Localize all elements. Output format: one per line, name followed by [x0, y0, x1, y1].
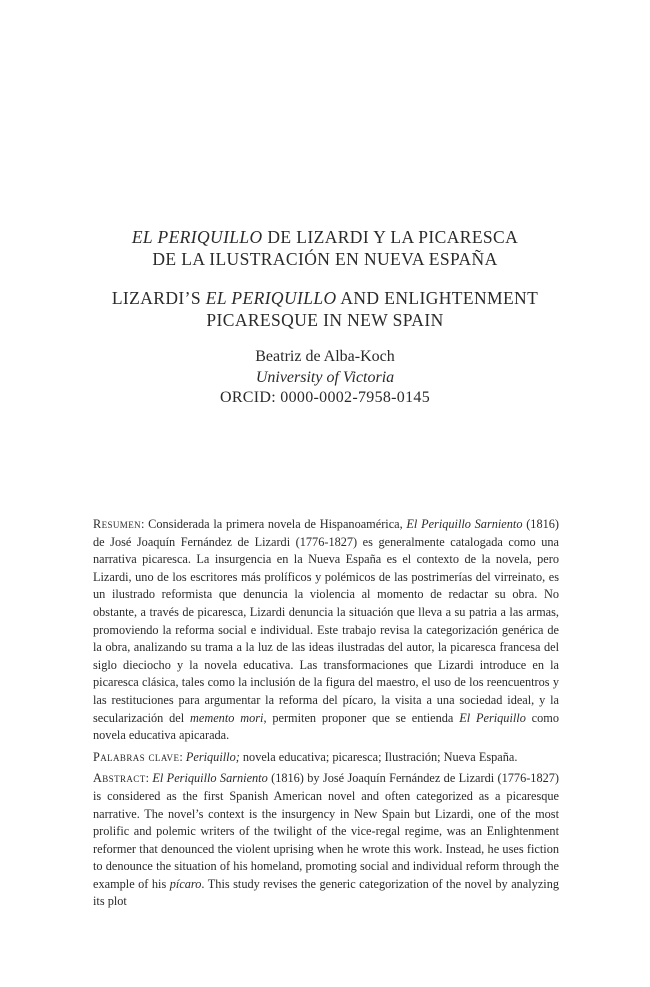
spanish-title-italic: EL PERIQUILLO [131, 227, 263, 247]
resumen-label-separator: : [141, 517, 149, 531]
abstract-text-1: (1816) by José Joaquín Fernández de Lizardi (1776-1827) is considered as the first Spanish American novel and often categorized as a picaresque narrative. The novel’s context is the insurgency in New Spain but Lizardi, one of the most prolific and polemic writers of the twilight of the vice-regal regime, was an Enlightenment reformer that denounced the violent uprising when he wrote this work. Instead, he uses fiction to denounce the situation of his homeland, promoting social and individual reform through the example of his [93, 771, 560, 891]
palabras-clave-text: novela educativa; picaresca; Ilustración; Nueva España. [239, 749, 518, 764]
english-title-start: LIZARDI’S [111, 288, 206, 308]
resumen-italic-3: El Periquillo [459, 710, 526, 725]
spanish-title-line-2: DE LA ILUSTRACIÓN EN NUEVA ESPAÑA [152, 249, 498, 269]
abstract-paragraph [93, 770, 559, 911]
palabras-clave-separator: : [179, 749, 186, 764]
article-titles [0, 226, 650, 331]
palabras-clave-paragraph [93, 749, 559, 767]
author-orcid: ORCID: 0000-0002-7958-0145 [219, 389, 430, 406]
english-title-line-2: PICARESQUE IN NEW SPAIN [206, 310, 444, 330]
english-title-rest: AND ENLIGHTENMENT [336, 288, 539, 308]
palabras-clave-italic: Periquillo; [185, 749, 240, 764]
article-front-matter [93, 516, 559, 911]
resumen-italic-1: El Periquillo Sarniento [406, 517, 523, 531]
english-title-line-1 [0, 287, 650, 309]
abstract-label-separator: : [145, 771, 153, 786]
author-block [0, 347, 650, 409]
abstract-italic-1: El Periquillo Sarniento [152, 771, 268, 786]
palabras-clave-label: Palabras clave [93, 749, 180, 764]
abstract-text-2: . This study revises the generic categorization of the novel by analyzing its plot [93, 876, 560, 909]
resumen-italic-2: memento mori [190, 710, 264, 725]
resumen-label: Resumen [93, 517, 142, 531]
author-affiliation: University of Victoria [255, 368, 395, 386]
spanish-title-line-1 [0, 226, 650, 248]
resumen-paragraph [93, 516, 559, 745]
spanish-title-rest: DE LIZARDI Y LA PICARESCA [262, 227, 519, 247]
resumen-text-3: , permiten proponer que se entienda [263, 710, 460, 725]
abstract-italic-2: pícaro [169, 876, 202, 891]
resumen-text-1: Considerada la primera novela de Hispanoamérica, [148, 517, 407, 531]
author-name: Beatriz de Alba-Koch [255, 348, 395, 365]
abstract-label: Abstract [93, 771, 146, 786]
english-title-italic: EL PERIQUILLO [205, 288, 337, 308]
resumen-text-4: como novela educativa apicarada. [93, 710, 559, 743]
resumen-text-2: (1816) de José Joaquín Fernández de Lizardi (1776-1827) es generalmente catalogada como una narrativa picaresca. La insurgencia en la Nueva España es el contexto de la novela, pero Lizardi, uno de los escritores más prolíficos y polémicos de las postrimerías del virreinato, es un ilustrado reformista que denuncia la violencia al momento de redactar su obra. No obstante, a través de picaresca, Lizardi denuncia la situación que lleva a su patria a las armas, promoviendo la reforma social e individual. Este trabajo revisa la categorización genérica de la obra, analizando su trama a la luz de las ideas ilustradas del autor, la picaresca francesa del siglo dieciocho y la novela educativa. Las transformaciones que Lizardi introduce en la picaresca clásica, tales como la inclusión de la figura del maestro, el uso de los reencuentros y las restituciones para argumentar la reforma del pícaro, la visita a una sociedad ideal, y la secularización del [93, 517, 559, 725]
